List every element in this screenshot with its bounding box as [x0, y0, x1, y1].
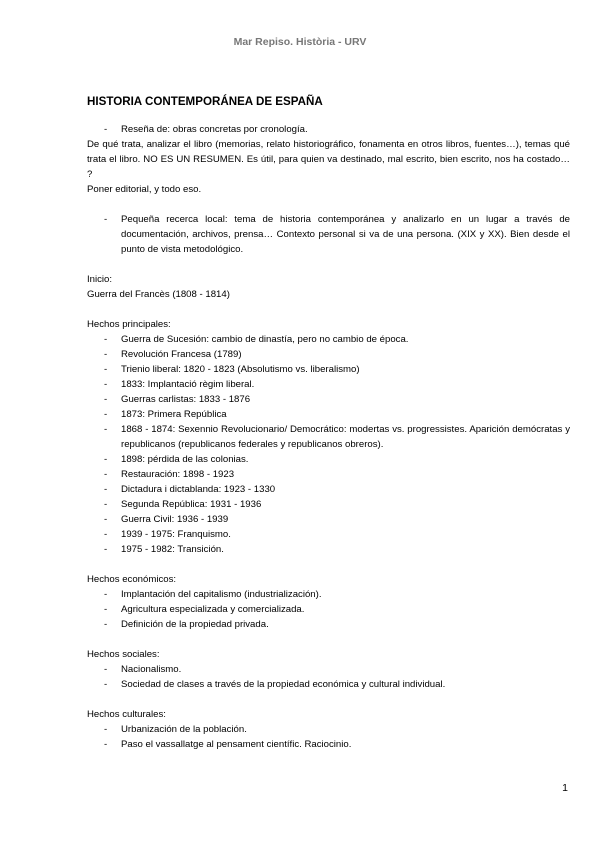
bullet-dash: -: [104, 349, 108, 360]
bullet-dash: -: [104, 739, 108, 750]
list-item-text: Agricultura especializada y comercializada.: [121, 604, 305, 615]
list-item: [87, 452, 570, 467]
list-item: [87, 332, 570, 347]
bullet-dash: -: [104, 514, 108, 525]
list-item-text: Guerra Civil: 1936 - 1939: [121, 514, 229, 525]
bullet-dash: -: [104, 664, 108, 675]
list-item: [87, 347, 570, 362]
list-item: [87, 467, 570, 482]
list-item-text: 1939 - 1975: Franquismo.: [121, 529, 231, 540]
section-label: Inicio:: [87, 274, 113, 285]
bullet-dash: -: [104, 364, 108, 375]
paragraph: De qué trata, analizar el libro (memorias, relato historiográfico, fonamenta en otros libros, fuentes…), temas qué trata el libro. NO ES UN RESUMEN. Es útil, para quien va destinado, mal escrito, bien escrito, nos ha costado… ?: [87, 139, 570, 180]
list-item: [87, 422, 570, 452]
list-item: [87, 212, 570, 257]
bullet-dash: -: [104, 544, 108, 555]
list-item-text: Sociedad de clases a través de la propiedad económica y cultural individual.: [121, 679, 446, 690]
list-item-text: Restauración: 1898 - 1923: [121, 469, 235, 480]
list-item: [87, 377, 570, 392]
bullet-dash: -: [104, 499, 108, 510]
list-item-text: Guerra de Sucesión: cambio de dinastía, pero no cambio de época.: [121, 334, 409, 345]
document-title: HISTORIA CONTEMPORÁNEA DE ESPAÑA: [87, 95, 323, 108]
list-item: [87, 587, 570, 602]
list-item-text: Segunda República: 1931 - 1936: [121, 499, 262, 510]
section-heading: Hechos principales:: [87, 319, 171, 330]
list-item: [87, 527, 570, 542]
page-number: 1: [562, 782, 568, 794]
section-heading: Hechos culturales:: [87, 709, 166, 720]
list-item: [87, 497, 570, 512]
bullet-dash: -: [104, 334, 108, 345]
bullet-dash: -: [104, 409, 108, 420]
list-item-text: Dictadura i dictablanda: 1923 - 1330: [121, 484, 276, 495]
list-item-text: Paso el vassallatge al pensament científic. Raciocinio.: [121, 739, 352, 750]
section-heading: Hechos sociales:: [87, 649, 160, 660]
list-item: [87, 617, 570, 632]
bullet-dash: -: [104, 124, 108, 135]
document-body: [87, 94, 570, 752]
paragraph: Guerra del Francès (1808 - 1814): [87, 289, 230, 300]
bullet-dash: -: [104, 484, 108, 495]
list-item-text: 1833: Implantació règim liberal.: [121, 379, 255, 390]
bullet-dash: -: [104, 454, 108, 465]
bullet-dash: -: [104, 619, 108, 630]
list-item: [87, 722, 570, 737]
list-item-text: Reseña de: obras concretas por cronología.: [121, 124, 308, 135]
list-item: [87, 482, 570, 497]
list-item-text: Guerras carlistas: 1833 - 1876: [121, 394, 251, 405]
list-item-text: 1898: pérdida de las colonias.: [121, 454, 249, 465]
bullet-dash: -: [104, 379, 108, 390]
bullet-dash: -: [104, 529, 108, 540]
list-item: [87, 122, 570, 137]
list-item-text: Pequeña recerca local: tema de historia contemporánea y analizarlo en un lugar a través de documentación, archivos, prensa… Contexto personal si va de una persona. (XIX y XX). Bien desde el punto de vista metodológico.: [121, 214, 570, 255]
list-item-text: Urbanización de la población.: [121, 724, 247, 735]
bullet-dash: -: [104, 604, 108, 615]
list-item: [87, 602, 570, 617]
list-item-text: 1873: Primera República: [121, 409, 227, 420]
page-header: Mar Repiso. Història - URV: [233, 36, 367, 48]
list-item-text: Trienio liberal: 1820 - 1823 (Absolutismo vs. liberalismo): [121, 364, 360, 375]
list-item: [87, 512, 570, 527]
list-item: [87, 542, 570, 557]
bullet-dash: -: [104, 589, 108, 600]
list-item-text: Definición de la propiedad privada.: [121, 619, 269, 630]
bullet-dash: -: [104, 394, 108, 405]
list-item-text: Nacionalismo.: [121, 664, 182, 675]
list-item: [87, 407, 570, 422]
section-heading: Hechos económicos:: [87, 574, 177, 585]
list-item: [87, 737, 570, 752]
list-item-text: 1975 - 1982: Transición.: [121, 544, 224, 555]
bullet-dash: -: [104, 724, 108, 735]
list-item: [87, 392, 570, 407]
bullet-dash: -: [104, 469, 108, 480]
bullet-dash: -: [104, 424, 108, 435]
bullet-dash: -: [104, 679, 108, 690]
bullet-dash: -: [104, 214, 108, 225]
list-item-text: Implantación del capitalismo (industrialización).: [121, 589, 322, 600]
list-item-text: Revolución Francesa (1789): [121, 349, 242, 360]
list-item: [87, 677, 570, 692]
list-item-text: 1868 - 1874: Sexennio Revolucionario/ Democrático: modertas vs. progressistes. Aparición demócratas y republicanos (republicanos federales y republicanos obreros).: [121, 424, 570, 450]
list-item: [87, 362, 570, 377]
paragraph: Poner editorial, y todo eso.: [87, 184, 202, 195]
list-item: [87, 662, 570, 677]
